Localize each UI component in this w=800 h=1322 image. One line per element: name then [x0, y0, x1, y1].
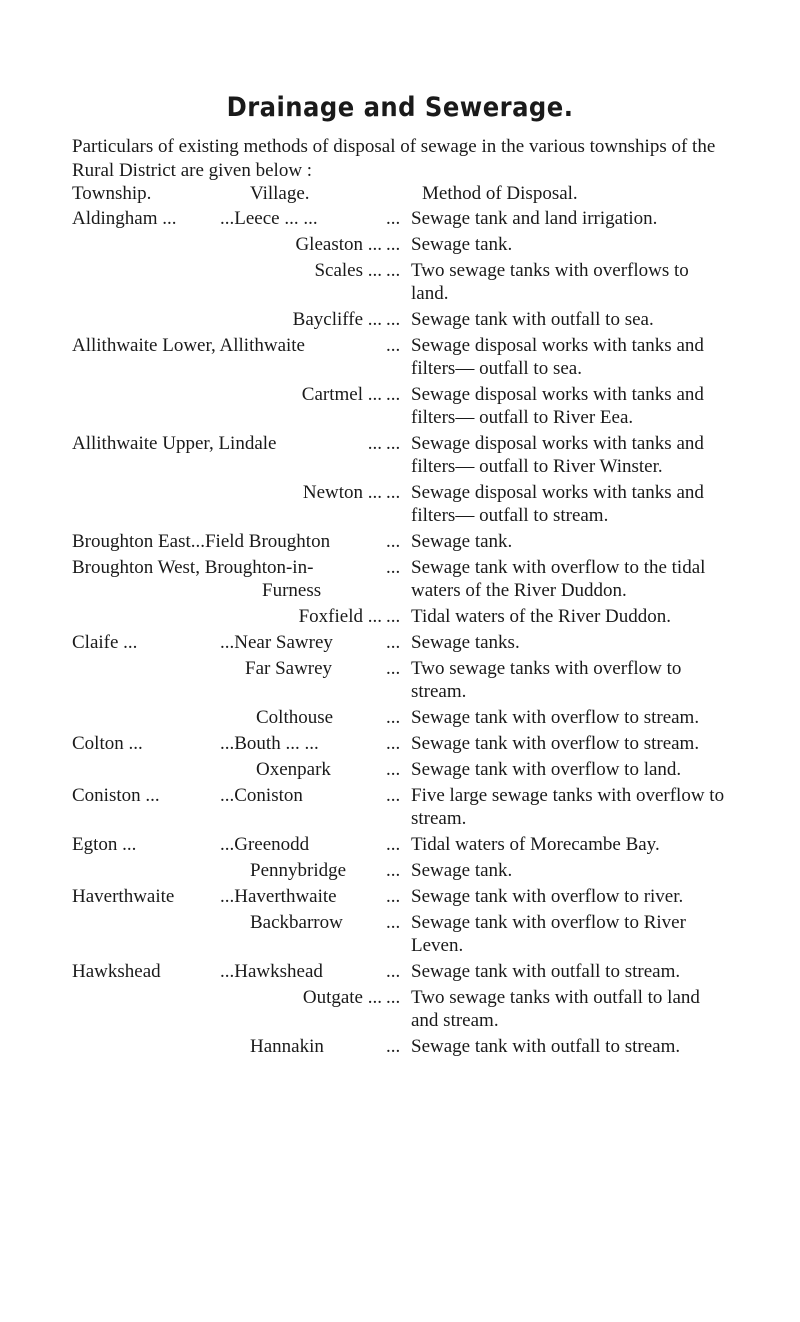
- village-cell: Furness: [262, 580, 322, 601]
- village-cell: ...Bouth ... ...: [220, 733, 319, 754]
- page-title: Drainage and Sewerage.: [226, 92, 574, 123]
- village-cell: Cartmel ...: [301, 384, 382, 405]
- village-cell: Outgate ...: [302, 987, 382, 1008]
- method-cell: ... Sewage disposal works with tanks and filters— outfall to sea.: [386, 335, 704, 379]
- township-cell: Hawkshead: [72, 961, 161, 982]
- village-cell: Backbarrow: [250, 912, 343, 933]
- method-cell: ... Sewage tank.: [386, 860, 513, 881]
- intro-paragraph: Particulars of existing methods of disposal of sewage in the various townships of the Rural District are given below :: [72, 136, 716, 181]
- method-cell: ... Sewage tanks.: [386, 632, 520, 653]
- village-cell: Colthouse: [256, 707, 334, 728]
- township-cell: Aldingham ...: [72, 208, 177, 229]
- township-cell: Allithwaite Lower, Allithwaite: [72, 335, 305, 356]
- method-cell: ... Sewage tank with outfall to stream.: [386, 1036, 681, 1057]
- method-cell: ... Tidal waters of Morecambe Bay.: [386, 834, 660, 855]
- village-cell: ...Near Sawrey: [220, 632, 333, 653]
- method-cell: ... Sewage disposal works with tanks and filters— outfall to stream.: [386, 482, 704, 526]
- header-method: Method of Disposal.: [422, 183, 578, 204]
- village-cell: ...Haverthwaite: [220, 886, 337, 907]
- method-cell: ... Two sewage tanks with overflows to land.: [386, 260, 689, 304]
- method-cell: ... Sewage tank with overflow to stream.: [386, 733, 700, 754]
- method-cell: ... Two sewage tanks with overflow to stream.: [386, 658, 682, 702]
- method-cell: ... Tidal waters of the River Duddon.: [386, 606, 671, 627]
- township-cell: Coniston ...: [72, 785, 160, 806]
- township-cell: Broughton West, Broughton-in-: [72, 557, 314, 578]
- method-cell: ... Sewage tank with outfall to stream.: [386, 961, 681, 982]
- village-cell: ...Hawkshead: [220, 961, 323, 982]
- method-cell: ... Sewage tank with overflow to River Leven.: [386, 912, 686, 956]
- method-cell: ... Sewage tank.: [386, 531, 513, 552]
- township-cell: Egton ...: [72, 834, 137, 855]
- method-cell: ... Sewage disposal works with tanks and filters— outfall to River Eea.: [386, 384, 704, 428]
- village-cell: ...Greenodd: [220, 834, 310, 855]
- township-cell: Haverthwaite: [72, 886, 175, 907]
- village-cell: Newton ...: [302, 482, 382, 503]
- village-cell: Scales ...: [314, 260, 382, 281]
- village-cell: Oxenpark: [256, 759, 331, 780]
- method-cell: ... Sewage tank and land irrigation.: [386, 208, 658, 229]
- village-cell: Foxfield ...: [298, 606, 382, 627]
- method-cell: ... Sewage tank with outfall to sea.: [386, 309, 654, 330]
- method-cell: ... Two sewage tanks with outfall to land and stream.: [386, 987, 700, 1031]
- township-cell: Broughton East...Field Broughton: [72, 531, 331, 552]
- header-township: Township.: [72, 183, 152, 204]
- village-cell: ...Coniston: [220, 785, 303, 806]
- village-cell: Hannakin: [250, 1036, 324, 1057]
- method-cell: ... Sewage tank with overflow to the tidal waters of the River Duddon.: [386, 557, 706, 601]
- township-cell: Claife ...: [72, 632, 138, 653]
- method-cell: ... Sewage tank.: [386, 234, 513, 255]
- village-cell: Gleaston ...: [295, 234, 382, 255]
- township-cell: Colton ...: [72, 733, 143, 754]
- village-cell: ...: [367, 433, 382, 454]
- village-cell: Pennybridge: [250, 860, 347, 881]
- township-cell: Allithwaite Upper, Lindale: [72, 433, 277, 454]
- village-cell: ...Leece ... ...: [220, 208, 318, 229]
- header-village: Village.: [250, 183, 310, 204]
- method-cell: ... Sewage tank with overflow to stream.: [386, 707, 700, 728]
- village-cell: Baycliffe ...: [292, 309, 382, 330]
- village-cell: Far Sawrey: [245, 658, 333, 679]
- method-cell: ... Sewage tank with overflow to land.: [386, 759, 682, 780]
- method-cell: ... Sewage tank with overflow to river.: [386, 886, 684, 907]
- method-cell: ... Five large sewage tanks with overflow to stream.: [386, 785, 725, 829]
- method-cell: ... Sewage disposal works with tanks and filters— outfall to River Winster.: [386, 433, 704, 477]
